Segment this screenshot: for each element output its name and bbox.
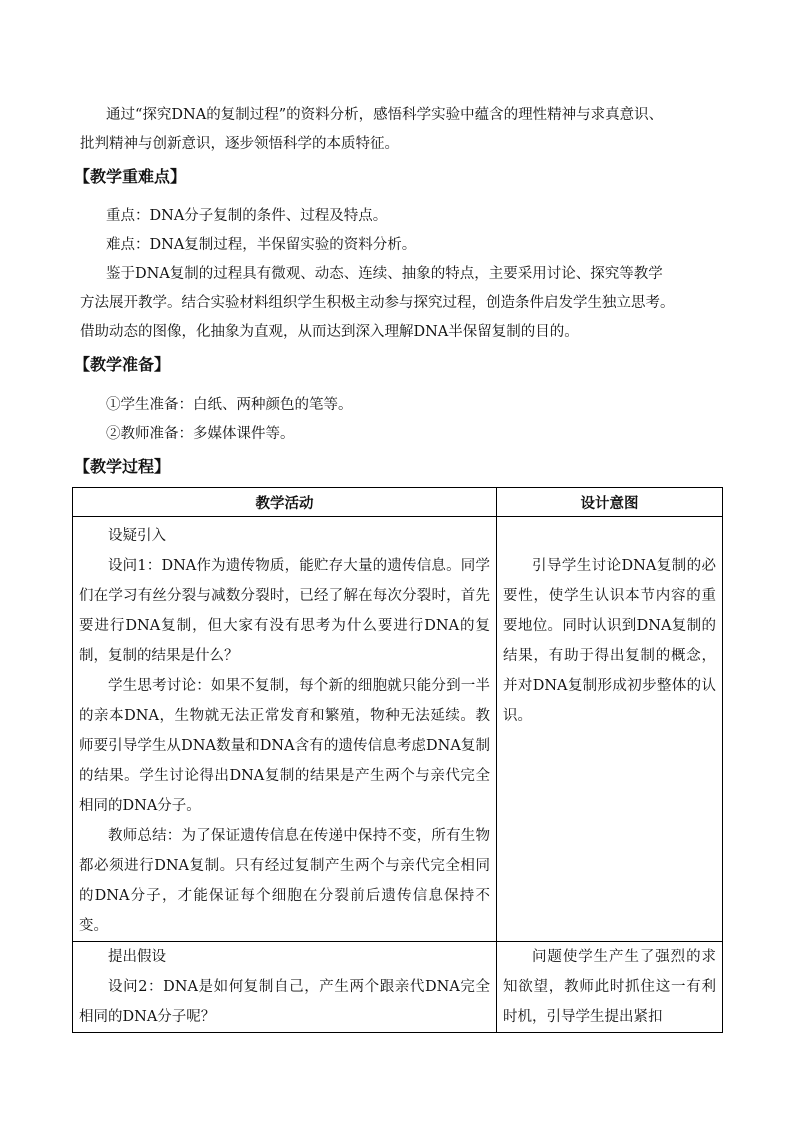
intent-paragraph: 引导学生讨论DNA复制的必要性，使学生认识本节内容的重要地位。同时认识到DNA复制的结果，有助于得出复制的概念，并对DNA复制形成初步整体的认识。	[503, 558, 716, 724]
intro-line-2: 批判精神与创新意识，逐步领悟科学的本质特征。	[80, 136, 399, 152]
column-header-activity: 教学活动	[73, 488, 497, 517]
table-row	[73, 942, 723, 1033]
activity-paragraph: 学生思考讨论：如果不复制，每个新的细胞就只能分到一半的亲本DNA，生物就无法正常发育和繁殖，物种无法延续。教师要引导学生从DNA数量和DNA含有的遗传信息考虑DNA复制的结果。学生讨论得出DNA复制的结果是产生两个与亲代完全相同的DNA分子。	[79, 678, 490, 814]
method-line-2: 方法展开教学。结合实验材料组织学生积极主动参与探究过程，创造条件启发学生独立思考。	[80, 295, 675, 311]
activity-paragraph: 设问2：DNA是如何复制自己，产生两个跟亲代DNA完全相同的DNA分子呢？	[79, 979, 490, 1025]
student-preparation: ①学生准备：白纸、两种颜色的笔等。	[106, 397, 353, 413]
process-heading: 【教学过程】	[74, 457, 171, 476]
intent-paragraph: 问题使学生产生了强烈的求知欲望，教师此时抓住这一有利时机，引导学生提出紧扣	[503, 949, 716, 1025]
method-line-3: 借助动态的图像，化抽象为直观，从而达到深入理解DNA半保留复制的目的。	[80, 324, 579, 340]
preparation-heading: 【教学准备】	[74, 355, 171, 374]
teacher-preparation: ②教师准备：多媒体课件等。	[106, 426, 295, 442]
intro-line-1: 通过“探究DNA的复制过程”的资料分析，感悟科学实验中蕴含的理性精神与求真意识、	[106, 107, 664, 123]
column-header-intent: 设计意图	[497, 488, 723, 517]
intent-cell	[497, 942, 723, 1033]
activity-paragraph: 教师总结：为了保证遗传信息在传递中保持不变，所有生物都必须进行DNA复制。只有经过复制产生两个与亲代完全相同的DNA分子，才能保证每个细胞在分裂前后遗传信息保持不变。	[79, 828, 490, 934]
method-line-1: 鉴于DNA复制的过程具有微观、动态、连续、抽象的特点，主要采用讨论、探究等教学	[106, 266, 663, 282]
difficulty-point: 难点：DNA复制过程，半保留实验的资料分析。	[106, 237, 417, 253]
table-row	[73, 517, 723, 942]
lesson-process-table	[72, 487, 723, 1033]
intent-cell	[497, 517, 723, 942]
activity-cell	[73, 517, 497, 942]
activity-cell	[73, 942, 497, 1033]
activity-paragraph: 设问1：DNA作为遗传物质，能贮存大量的遗传信息。同学们在学习有丝分裂与减数分裂时，已经了解在每次分裂时，首先要进行DNA复制，但大家有没有思考为什么要进行DNA的复制，复制的结果是什么？	[79, 558, 490, 664]
key-points-heading: 【教学重难点】	[74, 167, 187, 186]
section-title: 设疑引入	[108, 528, 166, 544]
section-title: 提出假设	[108, 949, 166, 965]
table-header-row	[73, 488, 723, 517]
focus-point: 重点：DNA分子复制的条件、过程及特点。	[106, 208, 388, 224]
